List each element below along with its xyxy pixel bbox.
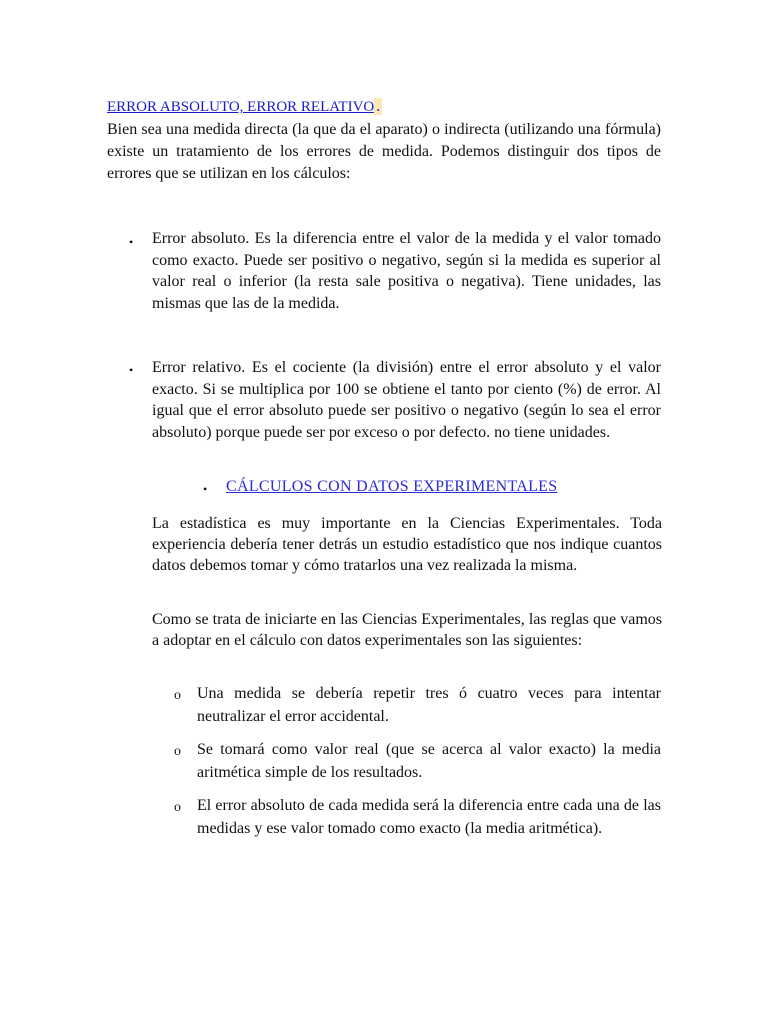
- section-heading: [107, 96, 382, 118]
- error-relativo-item: Error relativo. Es el cociente (la división) entre el error absoluto y el valor exacto. Si se multiplica por 100 se obtiene el tanto por ciento (%) de error. Al igual que el error absoluto puede ser positivo o negativo (según lo sea el error absoluto) porque puede ser por exceso o por defecto. no tiene unidades.: [152, 359, 661, 441]
- heading-link[interactable]: ERROR ABSOLUTO, ERROR RELATIVO: [107, 99, 375, 115]
- rule-item: El error absoluto de cada medida será la diferencia entre cada una de las medidas y ese valor tomado como exacto (la media aritmética).: [197, 797, 661, 837]
- error-absoluto-item: Error absoluto. Es la diferencia entre el valor de la medida y el valor tomado como exacto. Puede ser positivo o negativo, según si la medida es superior al valor real o inferior (la resta sale positiva o negativa). Tiene unidades, las mismas que las de la medida.: [152, 230, 661, 312]
- rule-item: Una medida se debería repetir tres ó cuatro veces para intentar neutralizar el error accidental.: [197, 685, 661, 725]
- circle-bullet-icon: o: [174, 688, 181, 703]
- bullet-icon: •: [129, 363, 134, 377]
- heading-period: .: [376, 98, 381, 115]
- calculos-section-link[interactable]: CÁLCULOS CON DATOS EXPERIMENTALES: [226, 478, 558, 495]
- bullet-icon: •: [203, 482, 208, 496]
- estadistica-paragraph: La estadística es muy importante en la Ciencias Experimentales. Toda experiencia debería tener detrás un estudio estadístico que nos indique cuantos datos debemos tomar y cómo tratarlos una vez realizada la misma.: [152, 515, 662, 574]
- rule-item: Se tomará como valor real (que se acerca al valor exacto) la media aritmética simple de los resultados.: [197, 741, 661, 781]
- circle-bullet-icon: o: [174, 800, 181, 815]
- circle-bullet-icon: o: [174, 744, 181, 759]
- intro-paragraph: Bien sea una medida directa (la que da el aparato) o indirecta (utilizando una fórmula) existe un tratamiento de los errores de medida. Podemos distinguir dos tipos de errores que se utilizan en los cálculos:: [107, 121, 661, 182]
- bullet-icon: •: [129, 235, 134, 249]
- reglas-paragraph: Como se trata de iniciarte en las Ciencias Experimentales, las reglas que vamos a adoptar en el cálculo con datos experimentales son las siguientes:: [152, 611, 662, 649]
